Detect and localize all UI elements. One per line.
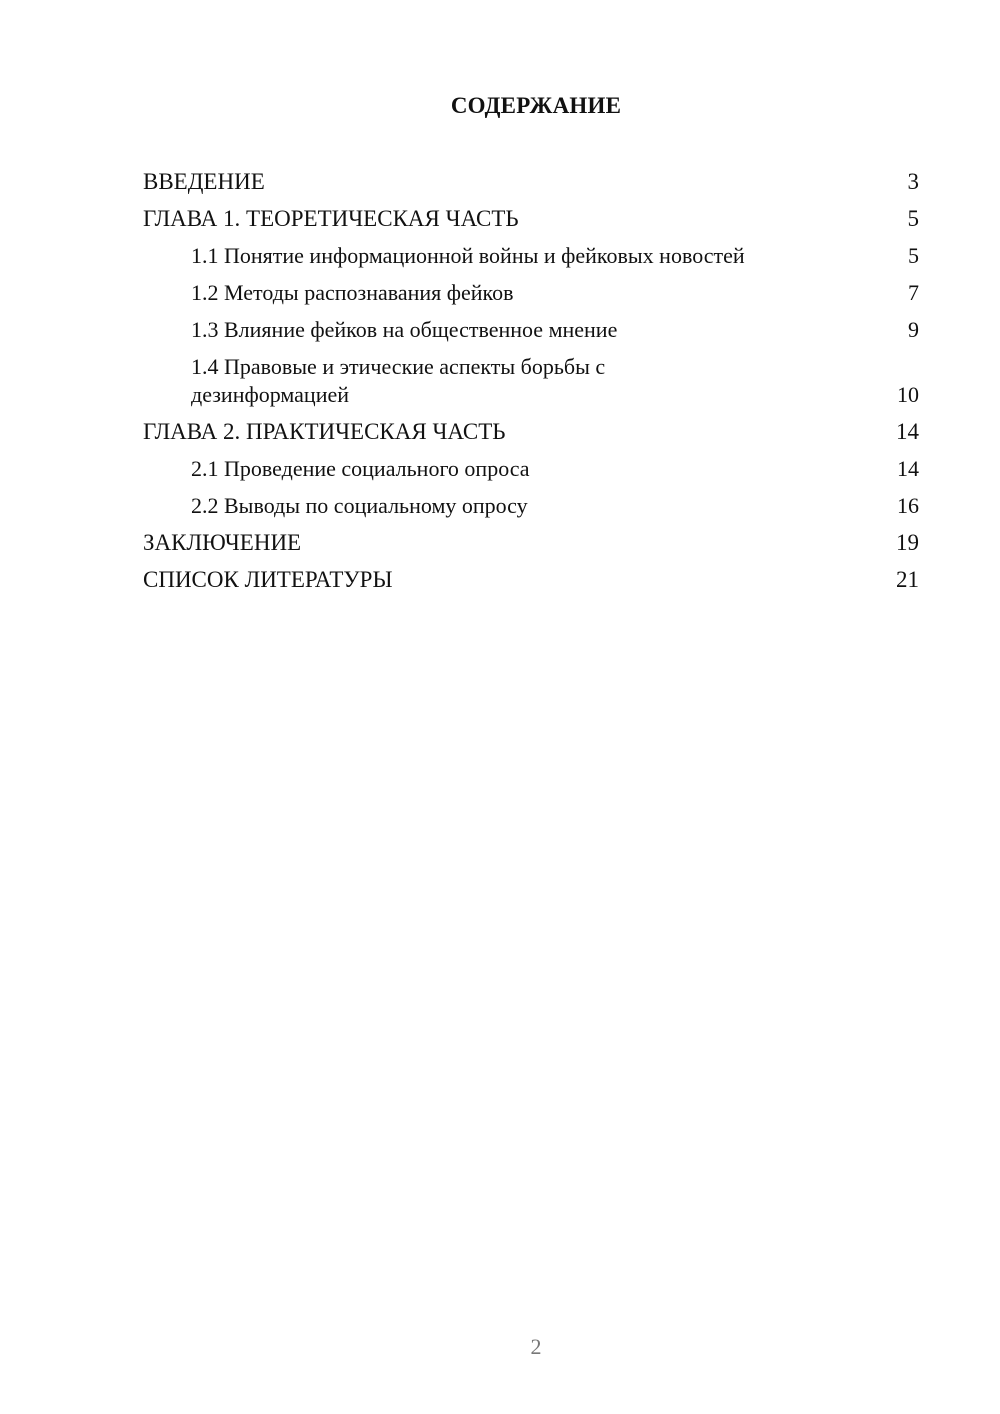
table-of-contents bbox=[143, 168, 919, 603]
toc-entry-section-1-1[interactable] bbox=[143, 242, 919, 270]
toc-entry-page: 5 bbox=[907, 206, 919, 231]
toc-entry-page: 14 bbox=[896, 419, 919, 444]
toc-entry-label: 1.3 Влияние фейков на общественное мнение bbox=[191, 317, 618, 342]
toc-entry-label: 1.2 Методы распознавания фейков bbox=[191, 280, 514, 305]
toc-entry-chapter-1[interactable] bbox=[143, 205, 919, 233]
toc-entry-page: 16 bbox=[897, 493, 919, 518]
toc-entry-references[interactable] bbox=[143, 566, 919, 594]
toc-entry-section-2-1[interactable] bbox=[143, 455, 919, 483]
toc-entry-label: ЗАКЛЮЧЕНИЕ bbox=[143, 530, 302, 555]
toc-entry-section-1-2[interactable] bbox=[143, 279, 919, 307]
toc-entry-section-1-3[interactable] bbox=[143, 316, 919, 344]
toc-entry-label: 1.1 Понятие информационной войны и фейковых новостей bbox=[191, 243, 745, 268]
toc-entry-section-2-2[interactable] bbox=[143, 492, 919, 520]
toc-entry-page: 21 bbox=[896, 567, 919, 592]
toc-entry-label: 2.1 Проведение социального опроса bbox=[191, 456, 530, 481]
toc-entry-label: СПИСОК ЛИТЕРАТУРЫ bbox=[143, 567, 393, 592]
toc-entry-conclusion[interactable] bbox=[143, 529, 919, 557]
toc-entry-label: 1.4 Правовые и этические аспекты борьбы с дезинформацией bbox=[191, 354, 606, 407]
page-number: 2 bbox=[530, 1334, 542, 1359]
toc-entry-page: 10 bbox=[897, 382, 919, 407]
toc-entry-page: 3 bbox=[907, 169, 919, 194]
toc-entry-page: 7 bbox=[908, 280, 919, 305]
toc-entry-page: 9 bbox=[908, 317, 919, 342]
toc-entry-introduction[interactable] bbox=[143, 168, 919, 196]
page-title: СОДЕРЖАНИЕ bbox=[450, 93, 622, 118]
toc-entry-label: 2.2 Выводы по социальному опросу bbox=[191, 493, 528, 518]
toc-entry-label: ВВЕДЕНИЕ bbox=[143, 169, 265, 194]
toc-entry-page: 5 bbox=[908, 243, 919, 268]
toc-entry-label: ГЛАВА 2. ПРАКТИЧЕСКАЯ ЧАСТЬ bbox=[143, 419, 506, 444]
toc-entry-label: ГЛАВА 1. ТЕОРЕТИЧЕСКАЯ ЧАСТЬ bbox=[143, 206, 519, 231]
toc-entry-page: 19 bbox=[896, 530, 919, 555]
toc-entry-chapter-2[interactable] bbox=[143, 418, 919, 446]
toc-entry-page: 14 bbox=[897, 456, 919, 481]
toc-entry-section-1-4[interactable] bbox=[143, 353, 919, 409]
